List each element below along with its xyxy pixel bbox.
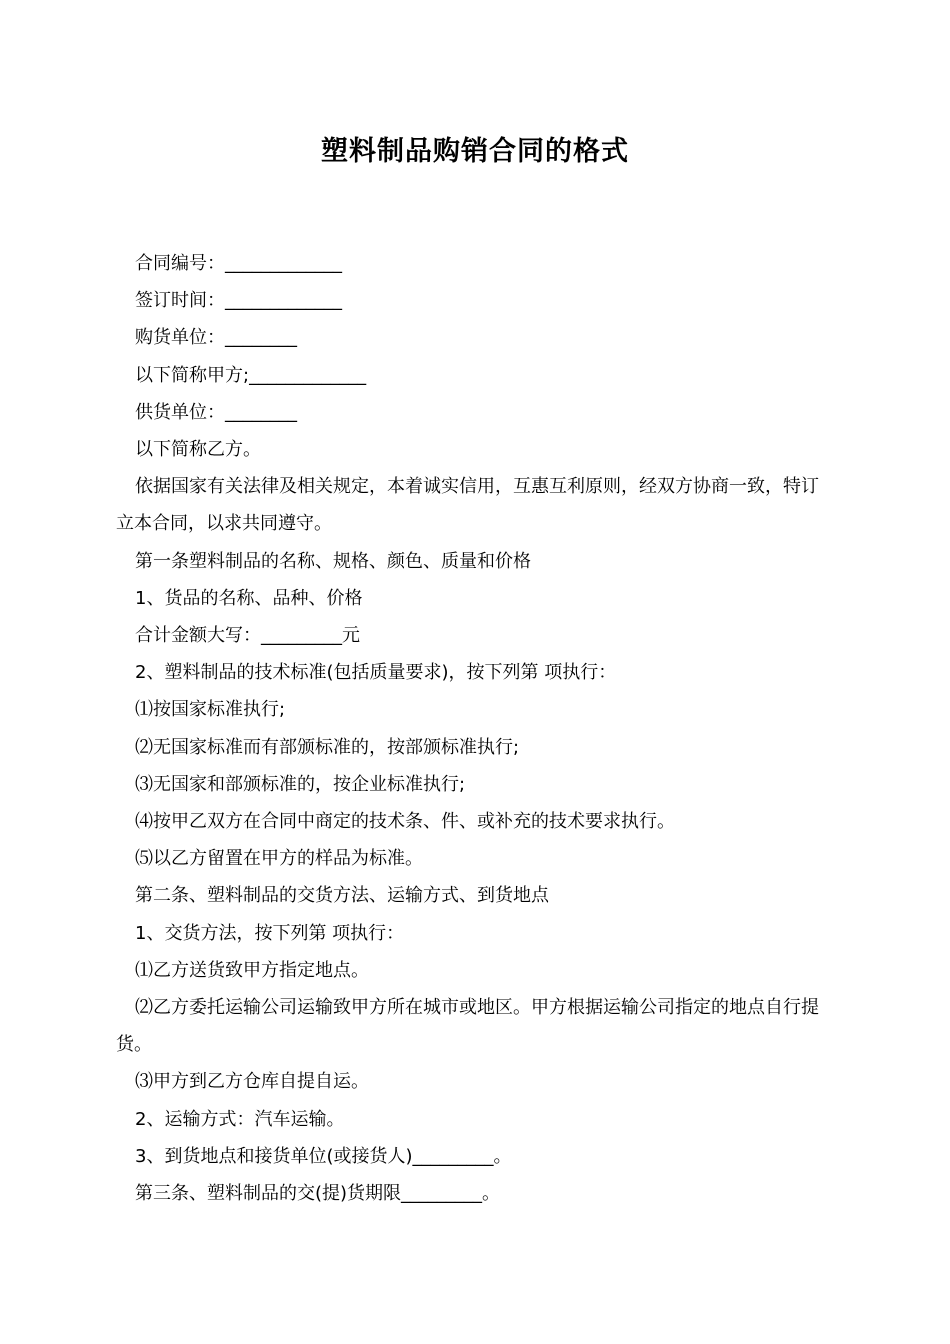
total-amount-line: 合计金额大写：_________元 [135,625,360,647]
article-2-item-2: 2、运输方式：汽车运输。 [135,1108,345,1130]
article-2-item-3: 3、到货地点和接货单位(或接货人)_________。 [135,1145,512,1167]
article-1-item-1: 1、货品的名称、品种、价格 [135,587,363,609]
standard-option-4: ⑷按甲乙双方在合同中商定的技术条、件、或补充的技术要求执行。 [135,811,675,833]
article-3-heading: 第三条、塑料制品的交(提)货期限_________。 [135,1183,501,1205]
party-b-line: 以下简称乙方。 [135,439,261,461]
buyer-line: 购货单位：________ [135,327,297,349]
article-1-heading: 第一条塑料制品的名称、规格、颜色、质量和价格 [135,550,531,572]
article-2-heading: 第二条、塑料制品的交货方法、运输方式、到货地点 [135,885,549,907]
delivery-option-2: ⑵乙方委托运输公司运输致甲方所在城市或地区。甲方根据运输公司指定的地点自行提货。 [116,997,819,1056]
standard-option-1: ⑴按国家标准执行; [135,699,286,721]
party-a-line: 以下简称甲方;_____________ [135,364,367,386]
standard-option-2: ⑵无国家标准而有部颁标准的，按部颁标准执行; [135,736,520,758]
standard-option-3: ⑶无国家和部颁标准的，按企业标准执行; [135,773,466,795]
contract-number-line: 合同编号：_____________ [135,253,342,274]
document-title: 塑料制品购销合同的格式 [321,136,629,167]
document-body [116,245,836,1212]
supplier-line: 供货单位：________ [135,401,297,423]
article-2-item-1: 1、交货方法，按下列第 项执行： [135,922,405,944]
preamble-paragraph: 依据国家有关法律及相关规定，本着诚实信用，互惠互利原则，经双方协商一致，特订立本合同，以求共同遵守。 [116,476,819,535]
delivery-option-3: ⑶甲方到乙方仓库自提自运。 [135,1071,369,1093]
article-1-item-2: 2、塑料制品的技术标准(包括质量要求)，按下列第 项执行： [135,662,617,684]
delivery-option-1: ⑴乙方送货致甲方指定地点。 [135,959,369,981]
standard-option-5: ⑸以乙方留置在甲方的样品为标准。 [135,848,423,870]
signing-time-line: 签订时间：_____________ [135,290,342,312]
